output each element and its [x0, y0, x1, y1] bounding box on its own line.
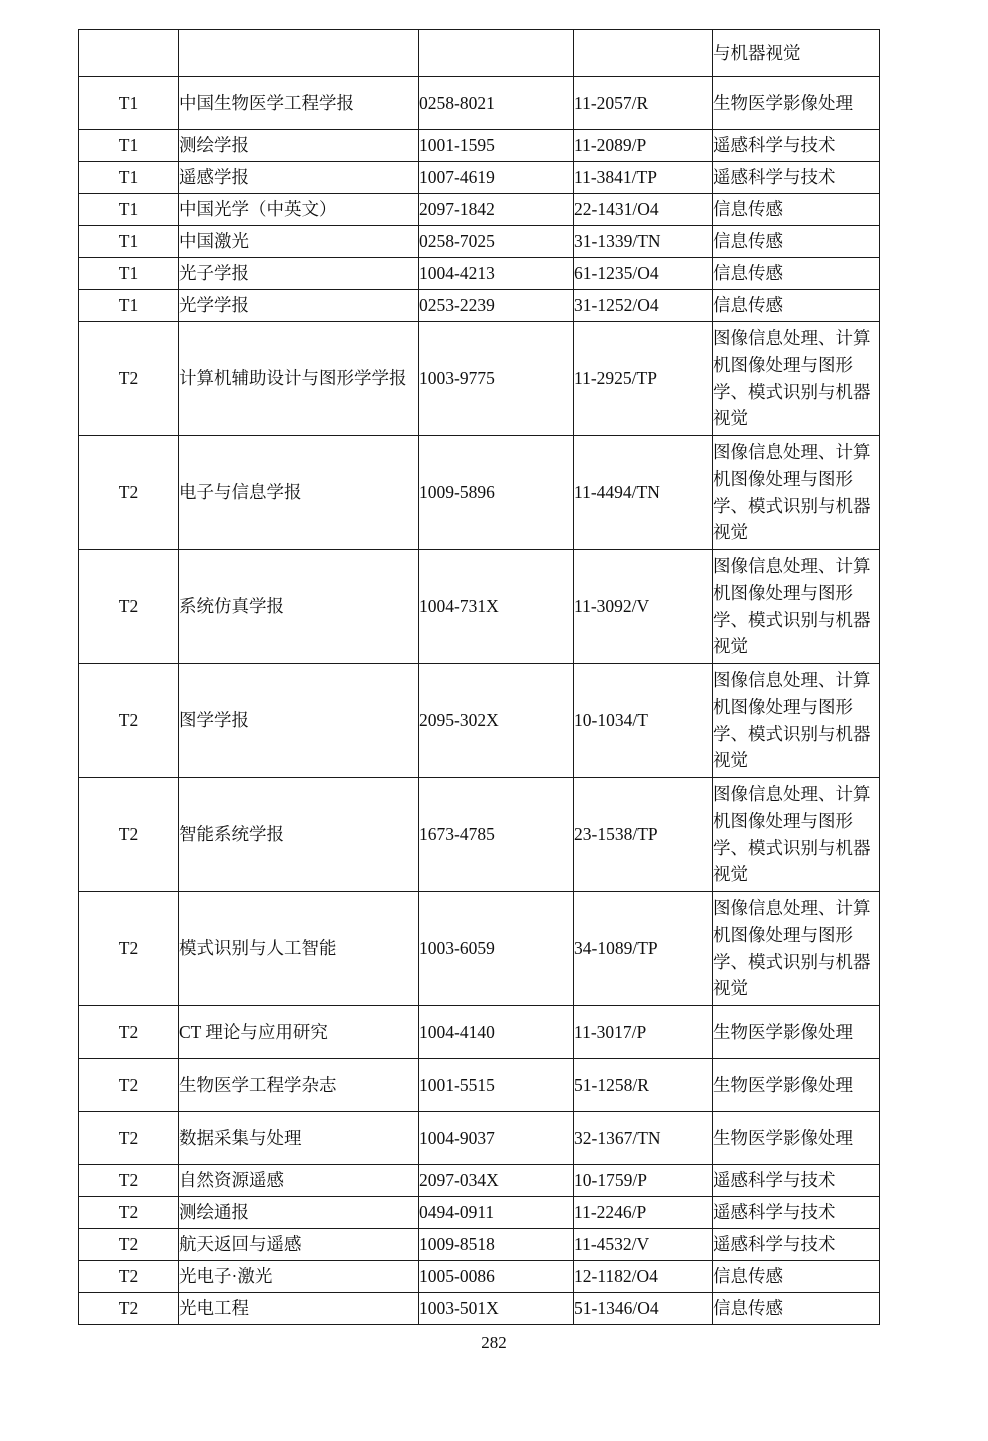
cell-issn-text: 1009-8518	[419, 1234, 495, 1255]
cell-category-text: 信息传感	[713, 199, 783, 220]
cell-category-text: 信息传感	[713, 1266, 783, 1287]
cell-issn-text: 0258-7025	[419, 231, 495, 252]
cell-cn-number	[574, 1165, 713, 1197]
table-row	[79, 162, 880, 194]
table-row	[79, 436, 880, 550]
cell-journal-name	[179, 30, 419, 77]
cell-tier	[79, 1006, 179, 1059]
cell-category	[713, 162, 880, 194]
cell-cn-number	[574, 162, 713, 194]
cell-cn-number-text: 22-1431/O4	[574, 199, 659, 220]
cell-category-text: 生物医学影像处理	[713, 1021, 853, 1042]
table-row	[79, 258, 880, 290]
cell-category-text: 与机器视觉	[713, 42, 801, 63]
table-row	[79, 1197, 880, 1229]
cell-cn-number	[574, 550, 713, 664]
cell-issn	[419, 892, 574, 1006]
cell-category-text: 生物医学影像处理	[713, 1127, 853, 1148]
cell-category-text: 生物医学影像处理	[713, 92, 853, 113]
cell-cn-number-text: 12-1182/O4	[574, 1266, 658, 1287]
cell-issn-text: 1001-1595	[419, 135, 495, 156]
cell-category	[713, 1165, 880, 1197]
cell-cn-number	[574, 1006, 713, 1059]
cell-journal-name	[179, 436, 419, 550]
cell-issn-text: 1009-5896	[419, 482, 495, 503]
cell-tier	[79, 664, 179, 778]
cell-issn	[419, 290, 574, 322]
cell-cn-number-text: 11-4494/TN	[574, 482, 660, 503]
cell-cn-number	[574, 194, 713, 226]
cell-category-text: 信息传感	[713, 295, 783, 316]
cell-issn	[419, 77, 574, 130]
cell-journal-name	[179, 1261, 419, 1293]
cell-cn-number-text: 11-3017/P	[574, 1021, 647, 1042]
cell-tier	[79, 226, 179, 258]
cell-category-text: 信息传感	[713, 231, 783, 252]
cell-tier	[79, 130, 179, 162]
cell-category	[713, 892, 880, 1006]
cell-cn-number	[574, 1059, 713, 1112]
cell-category-text: 信息传感	[713, 1298, 783, 1319]
cell-tier	[79, 1293, 179, 1325]
cell-category	[713, 226, 880, 258]
cell-cn-number	[574, 436, 713, 550]
cell-journal-name	[179, 892, 419, 1006]
cell-cn-number-text: 51-1258/R	[574, 1074, 649, 1095]
cell-tier-text: T1	[118, 295, 139, 316]
cell-tier	[79, 322, 179, 436]
cell-category-text: 遥感科学与技术	[713, 1202, 836, 1223]
cell-category	[713, 130, 880, 162]
cell-journal-name-text: 中国生物医学工程学报	[179, 92, 354, 113]
cell-cn-number	[574, 1197, 713, 1229]
cell-category	[713, 1006, 880, 1059]
cell-category-text: 图像信息处理、计算机图像处理与图形学、模式识别与机器视觉	[713, 442, 871, 543]
cell-tier	[79, 290, 179, 322]
cell-issn-text: 0494-0911	[419, 1202, 495, 1223]
cell-category	[713, 258, 880, 290]
cell-journal-name-text: 电子与信息学报	[179, 482, 302, 503]
cell-cn-number-text: 11-3841/TP	[574, 167, 657, 188]
cell-issn-text: 1003-501X	[419, 1298, 499, 1319]
cell-journal-name	[179, 550, 419, 664]
cell-journal-name	[179, 1293, 419, 1325]
cell-tier-text: T2	[118, 1170, 139, 1191]
cell-tier-text: T1	[118, 135, 139, 156]
cell-issn-text: 1004-731X	[419, 596, 499, 617]
cell-issn-text: 1003-9775	[419, 368, 495, 389]
cell-journal-name-text: 光电子·激光	[179, 1266, 273, 1287]
cell-issn	[419, 162, 574, 194]
cell-category-text: 图像信息处理、计算机图像处理与图形学、模式识别与机器视觉	[713, 784, 871, 885]
cell-journal-name	[179, 162, 419, 194]
cell-journal-name-text: 智能系统学报	[179, 824, 284, 845]
cell-cn-number-text: 11-2057/R	[574, 92, 649, 113]
cell-tier-text: T2	[118, 368, 139, 389]
cell-category-text: 信息传感	[713, 263, 783, 284]
cell-cn-number-text: 31-1252/O4	[574, 295, 659, 316]
table-row	[79, 130, 880, 162]
table-row	[79, 77, 880, 130]
cell-cn-number-text: 23-1538/TP	[574, 824, 658, 845]
cell-tier-text: T2	[118, 938, 139, 959]
cell-journal-name-text: 生物医学工程学杂志	[179, 1074, 337, 1095]
cell-issn	[419, 550, 574, 664]
cell-tier	[79, 436, 179, 550]
cell-issn	[419, 1197, 574, 1229]
cell-cn-number	[574, 1261, 713, 1293]
cell-issn-text: 1673-4785	[419, 824, 495, 845]
cell-journal-name	[179, 194, 419, 226]
cell-tier	[79, 1112, 179, 1165]
cell-journal-name-text: 图学学报	[179, 710, 249, 731]
cell-tier	[79, 778, 179, 892]
cell-issn	[419, 30, 574, 77]
cell-cn-number-text: 32-1367/TN	[574, 1127, 661, 1148]
table-row	[79, 1112, 880, 1165]
cell-issn-text: 2097-1842	[419, 199, 495, 220]
cell-category	[713, 1197, 880, 1229]
cell-journal-name-text: 测绘通报	[179, 1202, 249, 1223]
cell-cn-number-text: 10-1034/T	[574, 710, 648, 731]
cell-cn-number	[574, 892, 713, 1006]
cell-issn	[419, 194, 574, 226]
table-row	[79, 1006, 880, 1059]
table-row	[79, 778, 880, 892]
cell-journal-name	[179, 1229, 419, 1261]
cell-issn-text: 1004-9037	[419, 1127, 495, 1148]
cell-tier	[79, 1229, 179, 1261]
table-row	[79, 290, 880, 322]
cell-tier-text: T1	[118, 167, 139, 188]
table-row	[79, 1293, 880, 1325]
cell-category	[713, 322, 880, 436]
journal-table-body	[79, 30, 880, 1325]
cell-issn	[419, 130, 574, 162]
cell-category	[713, 30, 880, 77]
page-number: 282	[481, 1333, 507, 1352]
table-row	[79, 550, 880, 664]
table-row	[79, 1059, 880, 1112]
cell-cn-number-text: 10-1759/P	[574, 1170, 647, 1191]
cell-issn-text: 0253-2239	[419, 295, 495, 316]
cell-issn	[419, 1229, 574, 1261]
cell-tier-text: T2	[118, 1202, 139, 1223]
cell-journal-name	[179, 258, 419, 290]
cell-issn-text: 1007-4619	[419, 167, 495, 188]
cell-issn-text: 1004-4140	[419, 1021, 495, 1042]
cell-cn-number-text: 11-4532/V	[574, 1234, 650, 1255]
cell-journal-name-text: 自然资源遥感	[179, 1170, 284, 1191]
cell-issn	[419, 1261, 574, 1293]
cell-journal-name	[179, 77, 419, 130]
cell-cn-number-text: 61-1235/O4	[574, 263, 659, 284]
cell-category	[713, 1112, 880, 1165]
cell-cn-number-text: 11-2246/P	[574, 1202, 647, 1223]
cell-cn-number-text: 11-3092/V	[574, 596, 650, 617]
cell-journal-name	[179, 778, 419, 892]
cell-category-text: 生物医学影像处理	[713, 1074, 853, 1095]
journal-table-container	[78, 29, 879, 1325]
cell-category	[713, 1229, 880, 1261]
cell-tier-text: T1	[118, 263, 139, 284]
cell-issn-text: 0258-8021	[419, 92, 495, 113]
cell-cn-number-text: 31-1339/TN	[574, 231, 661, 252]
cell-journal-name-text: CT 理论与应用研究	[179, 1021, 328, 1042]
cell-category	[713, 290, 880, 322]
cell-category	[713, 778, 880, 892]
cell-cn-number-text: 11-2089/P	[574, 135, 647, 156]
cell-tier	[79, 1059, 179, 1112]
cell-tier	[79, 892, 179, 1006]
cell-issn	[419, 258, 574, 290]
cell-journal-name	[179, 322, 419, 436]
cell-issn	[419, 226, 574, 258]
cell-issn	[419, 322, 574, 436]
cell-issn-text: 1003-6059	[419, 938, 495, 959]
cell-issn	[419, 436, 574, 550]
cell-tier-text: T2	[118, 1234, 139, 1255]
cell-cn-number	[574, 664, 713, 778]
cell-issn	[419, 1059, 574, 1112]
cell-tier	[79, 1197, 179, 1229]
cell-tier-text: T2	[118, 710, 139, 731]
cell-tier-text: T2	[118, 1021, 139, 1042]
cell-cn-number	[574, 1293, 713, 1325]
cell-journal-name	[179, 1112, 419, 1165]
cell-issn-text: 2095-302X	[419, 710, 499, 731]
cell-journal-name	[179, 1059, 419, 1112]
cell-cn-number-text: 11-2925/TP	[574, 368, 657, 389]
cell-cn-number	[574, 1229, 713, 1261]
table-row	[79, 664, 880, 778]
table-row	[79, 1229, 880, 1261]
cell-category	[713, 1059, 880, 1112]
cell-category-text: 图像信息处理、计算机图像处理与图形学、模式识别与机器视觉	[713, 898, 871, 999]
cell-tier	[79, 194, 179, 226]
cell-category	[713, 550, 880, 664]
cell-cn-number	[574, 226, 713, 258]
cell-category-text: 遥感科学与技术	[713, 167, 836, 188]
cell-cn-number	[574, 322, 713, 436]
cell-cn-number	[574, 130, 713, 162]
cell-category-text: 图像信息处理、计算机图像处理与图形学、模式识别与机器视觉	[713, 670, 871, 771]
cell-journal-name-text: 光学学报	[179, 295, 249, 316]
cell-tier-text: T2	[118, 1074, 139, 1095]
cell-journal-name-text: 测绘学报	[179, 135, 249, 156]
cell-category-text: 遥感科学与技术	[713, 1170, 836, 1191]
cell-journal-name	[179, 226, 419, 258]
cell-category	[713, 77, 880, 130]
cell-category-text: 遥感科学与技术	[713, 1234, 836, 1255]
table-row	[79, 1165, 880, 1197]
cell-category	[713, 1293, 880, 1325]
cell-cn-number-text: 51-1346/O4	[574, 1298, 659, 1319]
cell-journal-name-text: 计算机辅助设计与图形学学报	[179, 368, 407, 389]
table-row	[79, 1261, 880, 1293]
cell-journal-name-text: 光子学报	[179, 263, 249, 284]
cell-issn	[419, 1006, 574, 1059]
cell-cn-number	[574, 778, 713, 892]
cell-journal-name-text: 数据采集与处理	[179, 1127, 302, 1148]
cell-issn-text: 1004-4213	[419, 263, 495, 284]
cell-cn-number	[574, 30, 713, 77]
cell-tier	[79, 30, 179, 77]
cell-tier-text: T1	[118, 199, 139, 220]
cell-tier-text: T2	[118, 596, 139, 617]
cell-category-text: 图像信息处理、计算机图像处理与图形学、模式识别与机器视觉	[713, 556, 871, 657]
cell-tier-text: T2	[118, 1266, 139, 1287]
cell-category-text: 遥感科学与技术	[713, 135, 836, 156]
cell-issn	[419, 1112, 574, 1165]
cell-cn-number	[574, 258, 713, 290]
cell-category	[713, 436, 880, 550]
cell-journal-name	[179, 1165, 419, 1197]
table-row	[79, 322, 880, 436]
cell-tier	[79, 1261, 179, 1293]
cell-tier-text: T1	[118, 92, 139, 113]
cell-journal-name	[179, 130, 419, 162]
cell-category	[713, 664, 880, 778]
table-row	[79, 194, 880, 226]
cell-issn	[419, 1165, 574, 1197]
cell-tier	[79, 77, 179, 130]
cell-tier-text: T2	[118, 1298, 139, 1319]
cell-category-text: 图像信息处理、计算机图像处理与图形学、模式识别与机器视觉	[713, 328, 871, 429]
cell-journal-name-text: 中国激光	[179, 231, 249, 252]
cell-cn-number	[574, 77, 713, 130]
cell-issn	[419, 778, 574, 892]
cell-journal-name	[179, 1006, 419, 1059]
cell-issn-text: 1001-5515	[419, 1074, 495, 1095]
table-row	[79, 30, 880, 77]
cell-tier	[79, 550, 179, 664]
cell-cn-number	[574, 1112, 713, 1165]
cell-journal-name-text: 中国光学（中英文）	[179, 199, 337, 220]
cell-journal-name-text: 航天返回与遥感	[179, 1234, 302, 1255]
cell-tier	[79, 1165, 179, 1197]
table-row	[79, 226, 880, 258]
cell-tier-text: T2	[118, 482, 139, 503]
cell-category	[713, 1261, 880, 1293]
cell-cn-number	[574, 290, 713, 322]
cell-issn-text: 1005-0086	[419, 1266, 495, 1287]
cell-journal-name	[179, 664, 419, 778]
cell-issn	[419, 1293, 574, 1325]
journal-table	[78, 29, 880, 1325]
cell-issn	[419, 664, 574, 778]
cell-tier-text: T1	[118, 231, 139, 252]
cell-cn-number-text: 34-1089/TP	[574, 938, 658, 959]
cell-tier-text: T2	[118, 1127, 139, 1148]
cell-issn-text: 2097-034X	[419, 1170, 499, 1191]
cell-tier	[79, 258, 179, 290]
cell-tier	[79, 162, 179, 194]
cell-journal-name-text: 模式识别与人工智能	[179, 938, 337, 959]
cell-journal-name-text: 光电工程	[179, 1298, 249, 1319]
cell-journal-name	[179, 1197, 419, 1229]
table-row	[79, 892, 880, 1006]
cell-journal-name-text: 系统仿真学报	[179, 596, 284, 617]
cell-category	[713, 194, 880, 226]
cell-journal-name-text: 遥感学报	[179, 167, 249, 188]
cell-tier-text: T2	[118, 824, 139, 845]
cell-journal-name	[179, 290, 419, 322]
